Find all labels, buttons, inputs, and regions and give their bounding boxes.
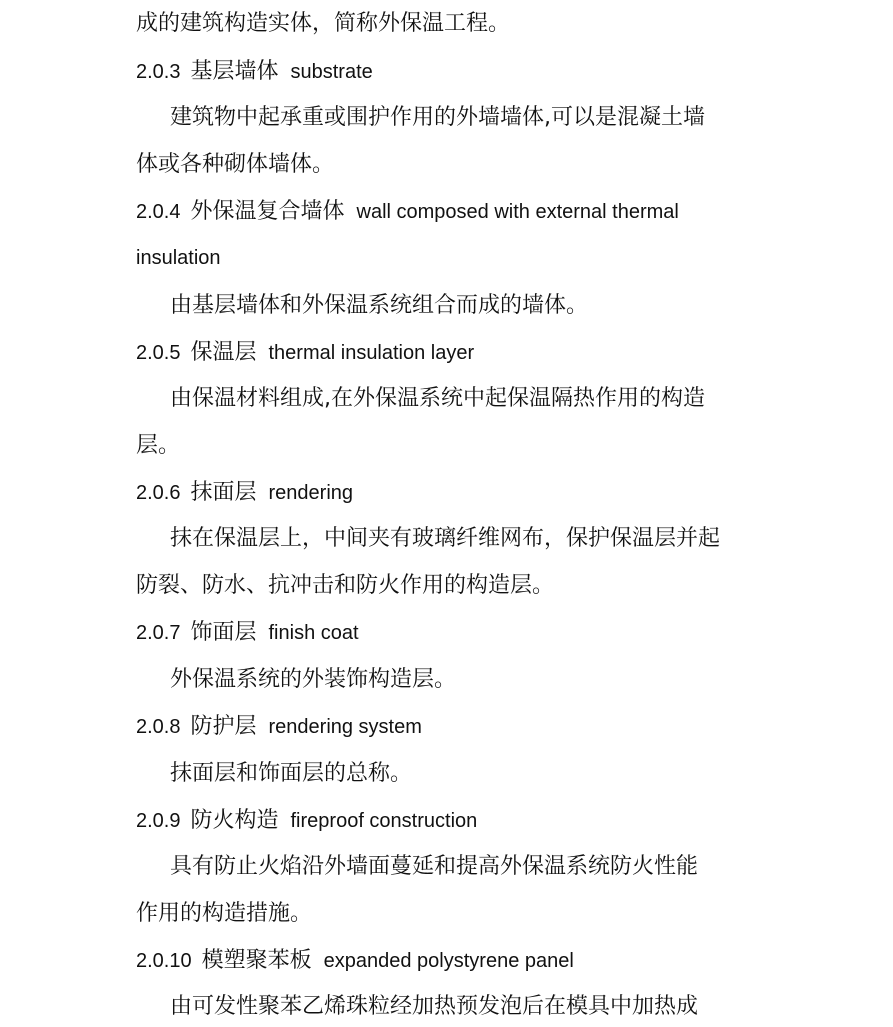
term-number: 2.0.6 [136,482,181,504]
term-english: expanded polystyrene panel [323,950,574,972]
term-chinese: 防护层 [190,714,257,739]
term-number: 2.0.10 [136,950,192,972]
term-english: wall composed with external thermal [356,201,679,223]
term-heading-2-0-10 [136,941,574,981]
body-text-line: 作用的构造措施。 [136,901,313,926]
term-number: 2.0.5 [136,342,181,364]
term-number: 2.0.4 [136,201,181,223]
body-text-line: 抹在保温层上，中间夹有玻璃纤维网布，保护保温层并起 [170,526,721,551]
body-text-line: 由保温材料组成,在外保温系统中起保温隔热作用的构造 [170,386,705,411]
term-number: 2.0.3 [136,61,181,83]
term-number: 2.0.8 [136,716,181,738]
body-text-line: 体或各种砌体墙体。 [136,152,335,177]
term-english-continuation: insulation [136,247,221,269]
term-english: rendering system [268,716,422,738]
term-heading-2-0-6 [136,473,353,513]
term-heading-2-0-4 [136,192,679,232]
body-text-line: 抹面层和饰面层的总称。 [170,761,413,786]
term-number: 2.0.7 [136,622,181,644]
body-text-line: 具有防止火焰沿外墙面蔓延和提高外保温系统防火性能 [170,854,699,879]
term-chinese: 基层墙体 [190,59,279,84]
term-chinese: 保温层 [190,340,257,365]
term-chinese: 饰面层 [190,620,257,645]
term-heading-2-0-7 [136,613,359,653]
term-english: fireproof construction [290,810,478,832]
term-heading-2-0-9 [136,801,477,841]
body-text-line: 成的建筑构造实体，简称外保温工程。 [136,11,511,36]
term-chinese: 外保温复合墙体 [190,199,345,224]
term-chinese: 抹面层 [190,480,257,505]
term-english: substrate [290,61,373,83]
body-text-line: 外保温系统的外装饰构造层。 [170,667,457,692]
term-chinese: 防火构造 [190,808,279,833]
term-heading-2-0-5 [136,333,474,373]
body-text-line: 层。 [136,433,181,458]
term-english: rendering [268,482,354,504]
body-text-line: 防裂、防水、抗冲击和防火作用的构造层。 [136,573,555,598]
term-english: finish coat [268,622,359,644]
body-text-line: 由可发性聚苯乙烯珠粒经加热预发泡后在模具中加热成 [170,994,699,1019]
term-english: thermal insulation layer [268,342,475,364]
term-heading-2-0-8 [136,707,422,747]
term-chinese: 模塑聚苯板 [201,948,312,973]
body-text-line: 建筑物中起承重或围护作用的外墙墙体,可以是混凝土墙 [170,105,705,130]
term-number: 2.0.9 [136,810,181,832]
body-text-line: 由基层墙体和外保温系统组合而成的墙体。 [170,293,589,318]
term-heading-2-0-3 [136,52,373,92]
